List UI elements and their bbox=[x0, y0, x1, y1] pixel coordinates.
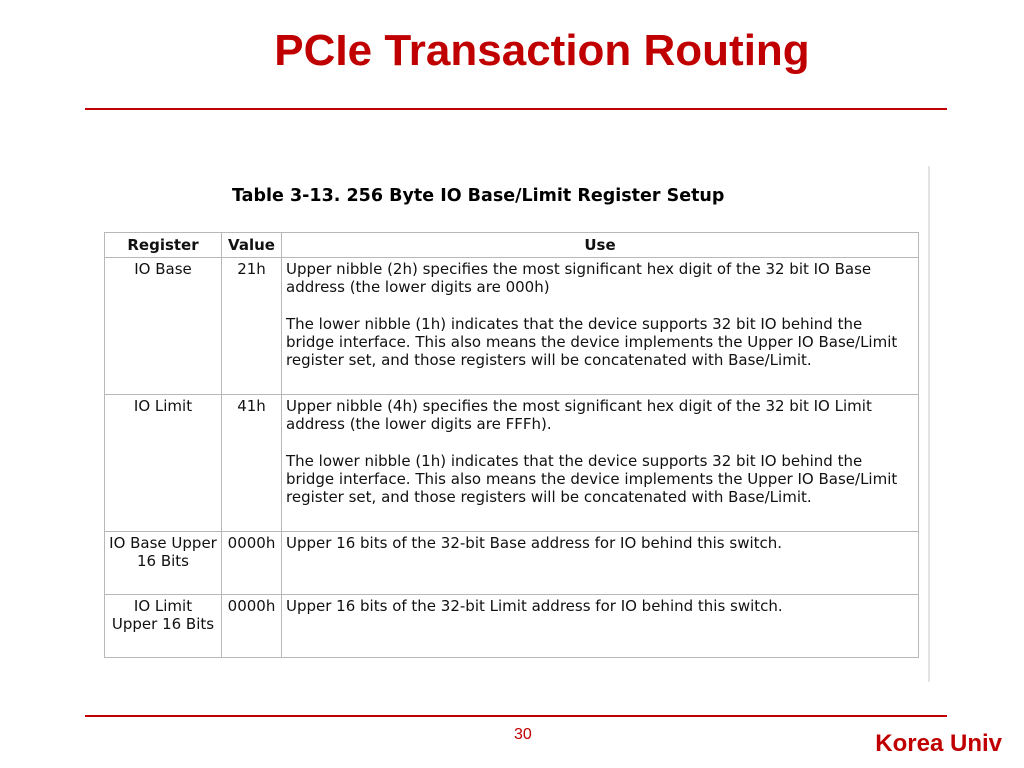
use-cell bbox=[282, 532, 919, 595]
register-table bbox=[104, 232, 919, 658]
title-divider bbox=[85, 108, 947, 110]
table-row bbox=[105, 258, 919, 395]
value-cell: 0000h bbox=[222, 595, 282, 658]
use-paragraph: Upper 16 bits of the 32-bit Limit address for IO behind this switch. bbox=[286, 597, 783, 616]
use-paragraph: The lower nibble (1h) indicates that the device supports 32 bit IO behind the bridge interface. This also means the device implements the Upper IO Base/Limit register set, and those registers will be concatenated with Base/Limit. bbox=[286, 314, 898, 370]
value-cell: 0000h bbox=[222, 532, 282, 595]
table-caption: Table 3-13. 256 Byte IO Base/Limit Register Setup bbox=[232, 186, 725, 206]
footer-divider bbox=[85, 715, 947, 717]
use-paragraph: Upper 16 bits of the 32-bit Base address for IO behind this switch. bbox=[286, 534, 783, 553]
slide-title: PCIe Transaction Routing bbox=[274, 26, 810, 75]
table-header-row bbox=[105, 233, 919, 258]
register-cell: IO Base Upper 16 Bits bbox=[105, 532, 222, 595]
use-paragraph: Upper nibble (4h) specifies the most significant hex digit of the 32 bit IO Limit address (the lower digits are FFFh). bbox=[286, 397, 872, 434]
use-cell bbox=[282, 395, 919, 532]
register-cell: IO Base bbox=[105, 258, 222, 395]
column-header-register: Register bbox=[105, 233, 222, 258]
table-row bbox=[105, 532, 919, 595]
column-header-value: Value bbox=[222, 233, 282, 258]
table-row bbox=[105, 395, 919, 532]
table-figure bbox=[100, 166, 932, 684]
use-paragraph: The lower nibble (1h) indicates that the device supports 32 bit IO behind the bridge interface. This also means the device implements the Upper IO Base/Limit register set, and those registers will be concatenated with Base/Limit. bbox=[286, 451, 898, 507]
table-row bbox=[105, 595, 919, 658]
use-paragraph: Upper nibble (2h) specifies the most significant hex digit of the 32 bit IO Base address (the lower digits are 000h) bbox=[286, 260, 872, 297]
page-number: 30 bbox=[514, 726, 532, 743]
figure-edge bbox=[928, 166, 930, 682]
register-cell: IO Limit Upper 16 Bits bbox=[105, 595, 222, 658]
use-cell bbox=[282, 258, 919, 395]
column-header-use: Use bbox=[282, 233, 919, 258]
use-cell bbox=[282, 595, 919, 658]
organization-name: Korea Univ bbox=[875, 730, 1002, 757]
register-cell: IO Limit bbox=[105, 395, 222, 532]
value-cell: 21h bbox=[222, 258, 282, 395]
value-cell: 41h bbox=[222, 395, 282, 532]
